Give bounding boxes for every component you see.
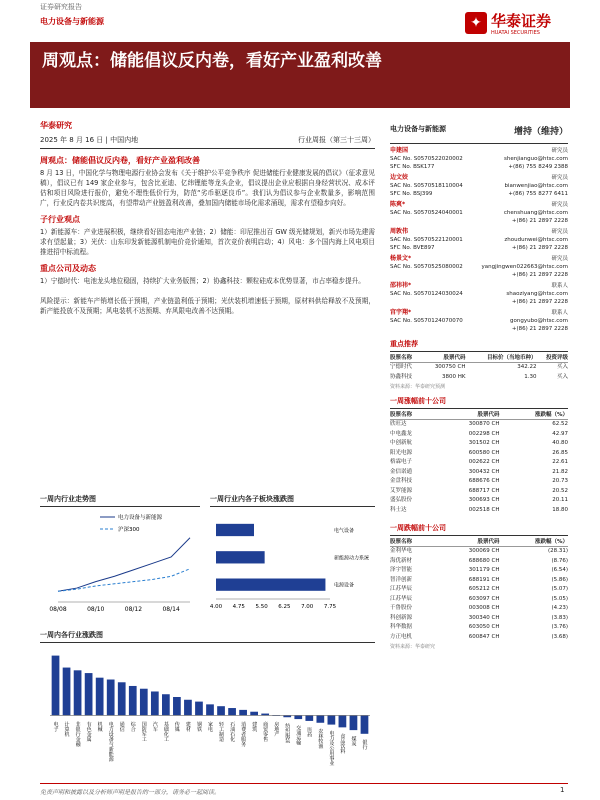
bar (74, 670, 82, 715)
subsector-chart-title: 一周行业内各子板块涨跌图 (210, 494, 375, 507)
table-row (390, 604, 568, 614)
table-cell: 艾罗能源 (390, 487, 413, 494)
table-cell: 20.11 (552, 497, 568, 503)
analyst-sac: SAC No. S0570124070070 (390, 318, 463, 324)
table-cell: (3.83) (551, 614, 568, 621)
table-cell: 22.61 (552, 459, 568, 465)
table-cell: 欣旺达 (390, 421, 407, 427)
category-label: 通信 (118, 721, 125, 732)
x-tick-label: 08/12 (124, 606, 143, 613)
analyst-card (390, 228, 568, 252)
x-tick-label: 7.00 (301, 604, 314, 610)
analyst-sac: SAC No. S0570522020002 (390, 156, 463, 162)
analyst-role: 联系人 (551, 310, 568, 316)
table-cell: 300750 CH (434, 364, 466, 370)
table-header: 股票代码 (436, 409, 500, 420)
analyst-name: 陈爽* (390, 201, 406, 208)
right-column (390, 124, 568, 650)
category-label: 轻工制造 (218, 721, 225, 742)
report-region: 中国内地 (110, 136, 139, 144)
table-row (390, 566, 568, 576)
analyst-email[interactable]: gongyubo@htsc.com (510, 318, 568, 324)
table-header: 涨跌幅（%） (499, 536, 568, 547)
table-cell: 智洋创新 (390, 576, 413, 583)
analyst-role: 研究员 (551, 202, 568, 208)
table-cell: 18.80 (552, 506, 568, 513)
analyst-email[interactable]: shaoziyang@htsc.com (506, 291, 568, 297)
bar (85, 673, 93, 715)
table-cell: 方正电机 (390, 633, 413, 640)
bar (162, 694, 170, 715)
analyst-sac: SAC No. S0570124030024 (390, 291, 463, 297)
sector-label: 电力设备与新能源 (40, 17, 104, 26)
table-header: 股票名称 (390, 536, 436, 547)
category-label: 石油石化 (229, 721, 236, 742)
bar (216, 579, 325, 591)
table-cell: 003008 CH (468, 605, 500, 611)
analyst-sfc: SFC No. BVE897 (390, 245, 435, 251)
analyst-phone: +(86) 755 8277 6411 (508, 191, 568, 197)
category-label: 农林牧渔 (317, 728, 324, 749)
analyst-role: 研究员 (551, 175, 568, 181)
table-cell: 格霖电子 (390, 459, 413, 465)
category-label: 传媒 (173, 721, 180, 732)
table-cell: 002622 CH (468, 459, 500, 465)
analyst-role: 研究员 (551, 229, 568, 235)
table-row (390, 420, 568, 430)
analyst-role: 研究员 (551, 148, 568, 154)
industry-chart-block (40, 630, 375, 792)
table-cell: 603097 CH (468, 595, 500, 602)
x-tick-label: 6.25 (278, 604, 291, 610)
trend-chart (40, 507, 200, 617)
table-cell: 301502 CH (468, 440, 500, 446)
bar (96, 678, 104, 716)
industry-chart (40, 643, 375, 788)
analyst-role: 联系人 (551, 283, 568, 289)
table-header: 涨跌幅（%） (499, 409, 568, 420)
rating-value: 增持（维持） (513, 127, 568, 137)
recommend-source: 资料来源：华泰研究预测 (390, 384, 446, 390)
bar (216, 524, 254, 536)
bar (52, 656, 60, 716)
table-cell: 千鲁股份 (390, 605, 413, 611)
bar (184, 700, 192, 716)
footer-divider (40, 783, 568, 784)
table-cell: 买入 (556, 373, 568, 380)
table-cell: 科士达 (390, 506, 407, 513)
table-cell: (4.23) (551, 605, 568, 611)
footer-disclaimer: 免责声明和披露以及分析师声明是报告的一部分，请务必一起阅读。 (40, 789, 221, 796)
x-tick-label: 08/10 (87, 606, 105, 613)
analyst-sac: SAC No. S0570522120001 (390, 237, 463, 243)
table-cell: 科创新源 (390, 614, 413, 621)
table-cell: (8.76) (551, 557, 568, 564)
bar (294, 715, 302, 719)
table-cell: 42.97 (552, 430, 568, 437)
table-cell: 金利华电 (390, 548, 413, 554)
table-row (390, 373, 568, 383)
table-cell: 中创新航 (390, 440, 413, 446)
category-label: 房地产 (273, 721, 280, 737)
section-title: 周观点：储能倡议反内卷，看好产业盈利改善 (40, 156, 200, 165)
analyst-phone: +(86) 21 2897 2228 (511, 326, 568, 332)
bar (217, 706, 225, 715)
table-cell: 40.80 (552, 440, 568, 446)
table-cell: 20.52 (552, 487, 568, 494)
table-header: 股票代码 (422, 352, 466, 363)
analyst-name: 周敦伟 (390, 228, 409, 235)
table-row (390, 633, 568, 643)
analyst-card (390, 255, 568, 279)
analyst-email[interactable]: bianwenjiao@htsc.com (504, 183, 568, 189)
industry-chart-title: 一周内各行业涨跌图 (40, 630, 375, 643)
category-label: 国防军工 (140, 721, 147, 742)
x-tick-label: 4.75 (232, 604, 245, 610)
table-cell: 300069 CH (468, 548, 500, 554)
category-label: 建筑 (251, 721, 258, 732)
table-cell: 买入 (556, 364, 568, 370)
dateline: 2025 年 8 月 16 日 | 中国内地 行业周报（第三十三周） (40, 135, 375, 149)
category-label: 钢铁 (195, 721, 202, 732)
page-number: 1 (560, 786, 565, 794)
analyst-list (390, 147, 568, 333)
table-cell: 342.22 (517, 364, 537, 370)
x-tick-label: 08/14 (162, 606, 180, 613)
table-cell: 300870 CH (468, 421, 500, 427)
rating-sector: 电力设备与新能源 (390, 125, 446, 133)
subsector-chart (210, 507, 375, 617)
table-cell: 中电鑫龙 (390, 430, 413, 437)
x-tick-label: 08/08 (49, 606, 67, 613)
table-cell: 海优新材 (390, 557, 413, 564)
bar (118, 682, 126, 715)
category-label: 基础化工 (162, 721, 169, 742)
losers-title: 一周跌幅前十公司 (390, 523, 568, 536)
table-cell: 泽宇智能 (390, 567, 413, 573)
bar (339, 715, 347, 727)
category-label: 电气设备 (334, 528, 355, 535)
analyst-email[interactable]: shenjianguo@htsc.com (503, 156, 568, 162)
table-cell: 600580 CH (468, 449, 500, 456)
table-cell: (28.31) (547, 548, 568, 554)
category-label: 电力设备与新能源 (107, 721, 114, 762)
table-cell: 603050 CH (468, 624, 500, 630)
table-row (390, 487, 568, 497)
table-cell: 605212 CH (468, 586, 500, 592)
table-cell: (5.86) (551, 576, 568, 583)
trend-chart-block (40, 494, 200, 621)
analyst-card (390, 174, 568, 198)
trend-chart-title: 一周内行业走势图 (40, 494, 200, 507)
table-cell: 002298 CH (468, 430, 500, 437)
category-label: 家电 (207, 721, 213, 732)
gainers-title: 一周涨幅前十公司 (390, 396, 568, 409)
org-name: 华泰研究 (40, 121, 72, 130)
table-cell: 300693 CH (468, 497, 500, 503)
analyst-card (390, 282, 568, 306)
recommend-table (390, 352, 568, 382)
recommend-title: 重点推荐 (390, 339, 568, 352)
bar (173, 697, 181, 715)
analyst-card (390, 201, 568, 225)
legend-label: 电力设备与新能源 (118, 515, 163, 521)
analyst-sfc: SFC No. BSK177 (390, 164, 435, 170)
table-cell: 300432 CH (468, 468, 500, 475)
table-cell: (3.68) (551, 633, 568, 640)
table-cell: 002518 CH (468, 506, 500, 513)
table-cell: 江苏华辰 (390, 586, 413, 592)
table-cell: (6.54) (551, 567, 568, 573)
report-title: 周观点：储能倡议反内卷，看好产业盈利改善 (42, 51, 382, 71)
category-label: 综合 (129, 721, 136, 732)
bar (129, 686, 137, 715)
table-cell: 62.52 (552, 421, 568, 427)
table-cell: 600847 CH (468, 633, 500, 640)
table-row (390, 547, 568, 557)
section-title: 重点公司及动态 (40, 264, 96, 273)
category-label: 银行 (361, 739, 368, 750)
category-label: 非银行金融 (74, 721, 81, 747)
bar (216, 551, 265, 563)
table-row (390, 557, 568, 567)
table-cell: 盛弘股份 (390, 497, 413, 503)
report-type: 行业周报（第三十三周） (298, 136, 375, 144)
table-cell: 26.85 (552, 449, 568, 456)
table-cell: 阳光电源 (390, 449, 413, 456)
table-row (390, 468, 568, 478)
table-cell: 688676 CH (468, 478, 500, 484)
category-label: 商贸零售 (262, 721, 269, 742)
table-header: 股票代码 (436, 536, 500, 547)
bar (228, 708, 236, 715)
analyst-sfc: SFC No. BSJ399 (390, 191, 433, 197)
bar (107, 680, 115, 716)
bar (195, 702, 203, 716)
table-cell: 1.30 (524, 373, 537, 380)
logo-cn: 华泰证券 (491, 12, 552, 30)
report-date: 2025 年 8 月 16 日 (40, 136, 104, 144)
losers-table (390, 536, 568, 642)
table-row (390, 506, 568, 516)
table-row (390, 449, 568, 459)
category-label: 有色金属 (85, 721, 92, 742)
table-cell: 江苏华辰 (390, 595, 413, 602)
table-row (390, 458, 568, 468)
table-row (390, 439, 568, 449)
category-label: 食品饮料 (339, 733, 346, 754)
left-column (40, 120, 375, 316)
table-cell: (3.76) (551, 624, 568, 630)
category-label: 建材 (184, 721, 191, 732)
analyst-email[interactable]: zhoudunwei@htsc.com (504, 237, 568, 243)
table-cell: 688717 CH (468, 487, 500, 494)
risk-warning: 风险提示：新能车产销增长低于预期，产业链盈利低于预期；光伏装机增速低于预期，原材料供给释放不及预期，新产能投放不及预期；风电装机不达预期、弃风限电改善不达预期。 (40, 297, 375, 315)
analyst-phone: +(86) 21 2897 2228 (511, 272, 568, 278)
bar (140, 689, 148, 716)
analyst-email[interactable]: chenshuang@htsc.com (503, 210, 568, 216)
table-cell: 金盘科技 (390, 478, 413, 484)
table-header: 股票名称 (390, 352, 422, 363)
bar (328, 715, 336, 724)
analyst-sac: SAC No. S0570524040001 (390, 210, 463, 216)
analyst-email[interactable]: yangjingwen022663@htsc.com (481, 264, 568, 270)
category-label: 汽车 (151, 721, 158, 732)
title-banner (30, 42, 570, 108)
analyst-phone: +(86) 21 2897 2228 (511, 299, 568, 305)
table-row (390, 614, 568, 624)
analyst-name: 杨景文* (390, 255, 412, 262)
table-header: 投资评级 (536, 352, 568, 363)
analyst-name: 边文姣 (390, 174, 409, 181)
section-body: 1）宁德时代：电池龙头地位稳固，持续扩大业务版图；2）协鑫科技：颗粒硅成本优势显著，市占率稳步提升。 (40, 277, 365, 285)
legend-label: 沪深300 (118, 527, 140, 533)
table-row (390, 496, 568, 506)
gainers-table (390, 409, 568, 515)
logo-en: HUATAI SECURITIES (491, 30, 540, 36)
category-label: 电子 (52, 721, 59, 732)
logo (465, 10, 565, 40)
category-label: 计算机 (63, 721, 70, 737)
category-label: 纺织服装 (284, 723, 291, 744)
table-cell: 21.82 (552, 468, 568, 475)
section-body: 1）新能源车：产业进展积极，继续看好固态电池产业链；2）储能：印尼推出百 GW 级光储规划，新兴市场先建需求有望起量；3）光伏：山东印发新能源机制电价竞价通知，首次竞价表明启动；4）风电：多个国内海上风电项目推进招中标流程。 (40, 228, 375, 256)
table-cell: 301179 CH (468, 567, 500, 573)
category-label: 电力及公用事业 (328, 730, 335, 766)
doc-type: 证券研究报告 (40, 3, 82, 11)
table-header: 股票名称 (390, 409, 436, 420)
bar (250, 712, 258, 716)
bar (305, 715, 313, 721)
table-cell: 300340 CH (468, 614, 500, 621)
category-label: 医药 (306, 726, 313, 737)
bar (239, 710, 247, 716)
logo-mark-icon: ✦ (465, 12, 487, 34)
table-row (390, 363, 568, 373)
bar (350, 715, 358, 730)
table-cell: (5.07) (551, 586, 568, 592)
analyst-sac: SAC No. S0570525080002 (390, 264, 463, 270)
table-row (390, 623, 568, 633)
analyst-phone: +(86) 21 2897 2228 (511, 218, 568, 224)
analyst-role: 研究员 (551, 256, 568, 262)
table-cell: 20.73 (552, 478, 568, 484)
bar (206, 704, 214, 715)
analyst-name: 申建国 (390, 147, 409, 154)
table-cell: 688680 CH (468, 557, 500, 564)
table-cell: (5.05) (551, 595, 568, 602)
table-row (390, 595, 568, 605)
category-label: 煤炭 (350, 736, 357, 747)
bar (361, 715, 369, 733)
category-label: 新能源动力系统 (334, 555, 370, 562)
table-cell: 688191 CH (468, 576, 500, 583)
analyst-sac: SAC No. S0570518110004 (390, 183, 463, 189)
series-line (58, 538, 190, 592)
table-row (390, 477, 568, 487)
table-row (390, 576, 568, 586)
analyst-card (390, 309, 568, 333)
table-cell: 科华数据 (390, 624, 413, 630)
category-label: 消费者服务 (240, 721, 247, 747)
x-tick-label: 7.75 (323, 604, 337, 610)
section-body: 8 月 13 日，中国化学与物理电源行业协会发布《关于维护公平竞争秩序 促进储能行业健康发展的倡议》（征求意见稿），倡议已有 149 家企业参与，包含比亚迪、亿纬锂能等龙头企业，倡议提出企业应根据自身经营状况、成本评估和项目风险进行报价，避免不理性低价行为，防范“劣币驱逐良币”。我们认为倡议参与企业数量多，影响范围广，行业反内卷共识度高，有望带动产业链盈利改善，叠加国内储能市场化需求涌现，需求有望稳步向好。 (40, 169, 375, 207)
category-label: 交通运输 (295, 725, 302, 746)
analyst-phone: +(86) 21 2897 2228 (511, 245, 568, 251)
rating-row (390, 124, 568, 144)
analyst-name: 宫宇翔* (390, 309, 412, 316)
bar (316, 715, 324, 722)
analyst-phone: +(86) 755 8249 2388 (508, 164, 568, 170)
x-tick-label: 4.00 (210, 604, 223, 610)
bar (151, 691, 159, 715)
x-tick-label: 5.50 (255, 604, 268, 610)
table-cell: 3800 HK (442, 373, 466, 380)
subsector-chart-block (210, 494, 375, 621)
losers-source: 资料来源：华泰研究 (390, 644, 436, 650)
section-title: 子行业观点 (40, 215, 80, 224)
category-label: 电源设备 (334, 582, 355, 589)
category-label: 机械 (96, 721, 103, 732)
bar (63, 668, 71, 716)
analyst-name: 邵祎祎* (390, 282, 412, 289)
table-row (390, 430, 568, 440)
table-cell: 协鑫科技 (390, 373, 413, 380)
table-cell: 金信诺通 (390, 468, 413, 475)
analyst-card (390, 147, 568, 171)
table-cell: 宁德时代 (390, 364, 413, 370)
table-row (390, 585, 568, 595)
table-header: 目标价（当地币种） (466, 352, 537, 363)
